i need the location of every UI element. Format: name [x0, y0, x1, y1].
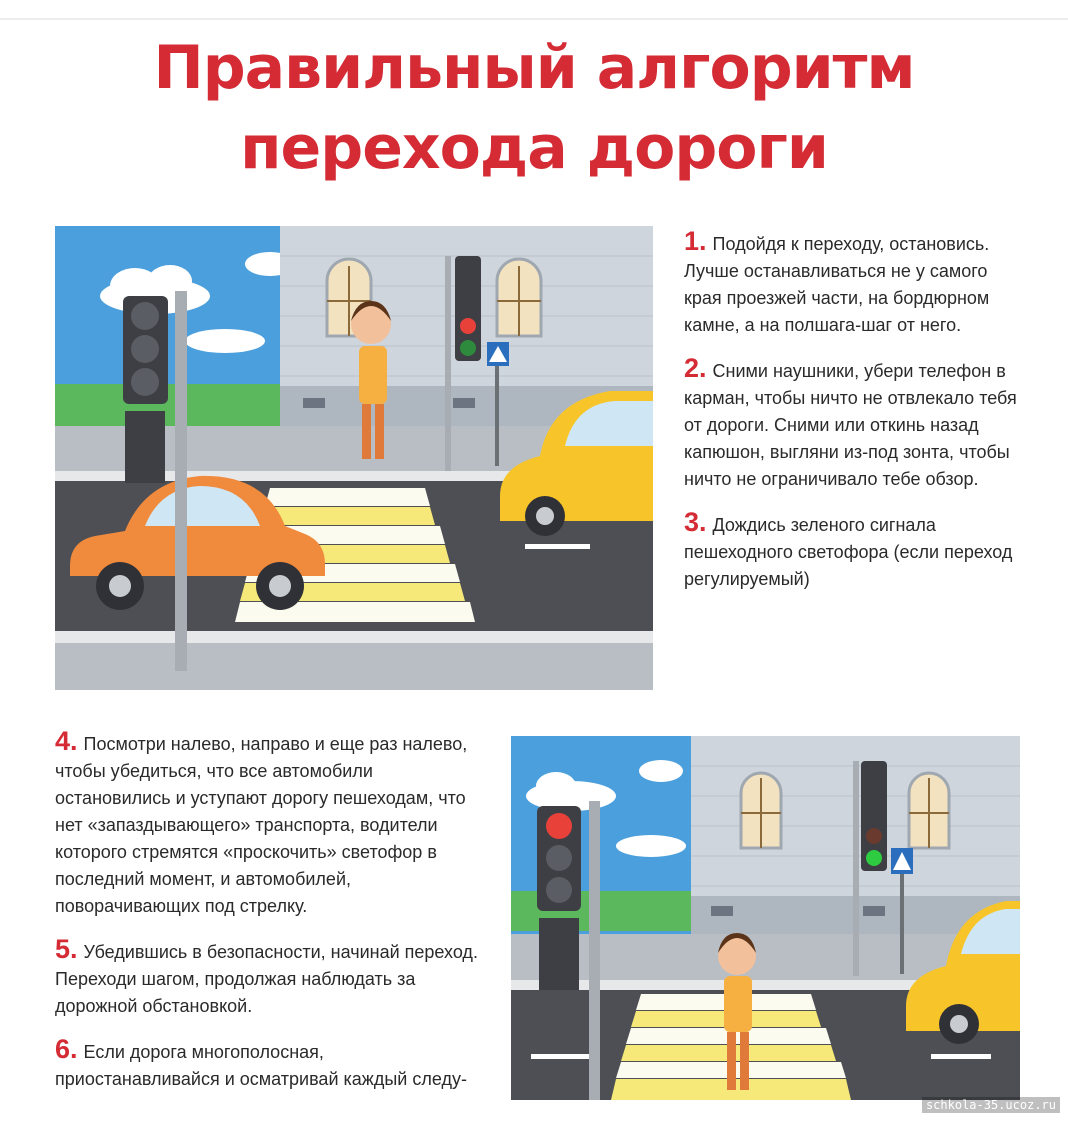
step-number: 1. — [684, 226, 707, 256]
illustration-crossing-2 — [511, 736, 1020, 1100]
step-3 — [684, 509, 1029, 593]
step-number: 2. — [684, 353, 707, 383]
page-title — [0, 28, 1068, 188]
step-number: 5. — [55, 934, 78, 964]
illustration-crossing-1 — [55, 226, 653, 690]
step-text: Если дорога многополосная, приостанавливайся и осматривай каждый следу- — [55, 1042, 467, 1089]
steps-left-column — [55, 728, 490, 1100]
watermark: schkola-35.ucoz.ru — [922, 1097, 1060, 1113]
steps-right-column — [684, 228, 1029, 609]
step-text: Сними наушники, убери телефон в карман, чтобы ничто не отвлекало тебя от дороги. Сними или откинь назад капюшон, выгляни из-под зонта, чтобы ничто не ограничивало тебе обзор. — [684, 361, 1017, 489]
top-divider — [0, 18, 1068, 20]
step-5 — [55, 936, 485, 1020]
step-text: Посмотри налево, направо и еще раз налево, чтобы убедиться, что все автомобили остановились и уступают дорогу пешеходам, что нет «запаздывающего» транспорта, водители которого стремятся «проскочить» светофор в последний момент, и автомобилей, поворачивающих под стрелку. — [55, 734, 468, 916]
step-number: 6. — [55, 1034, 78, 1064]
step-text: Дождись зеленого сигнала пешеходного светофора (если переход регулируемый) — [684, 515, 1013, 589]
step-2 — [684, 355, 1029, 493]
step-6 — [55, 1036, 485, 1093]
step-text: Убедившись в безопасности, начинай переход. Переходи шагом, продолжая наблюдать за дорожной обстановкой. — [55, 942, 478, 1016]
step-text: Подойдя к переходу, остановись. Лучше останавливаться не у самого края проезжей части, на бордюрном камне, а на полшага-шаг от него. — [684, 234, 990, 335]
title-line-2: перехода дороги — [240, 113, 828, 183]
step-1 — [684, 228, 1029, 339]
title-line-1: Правильный алгоритм — [153, 33, 915, 103]
step-4 — [55, 728, 485, 920]
step-number: 4. — [55, 728, 78, 756]
step-number: 3. — [684, 507, 707, 537]
